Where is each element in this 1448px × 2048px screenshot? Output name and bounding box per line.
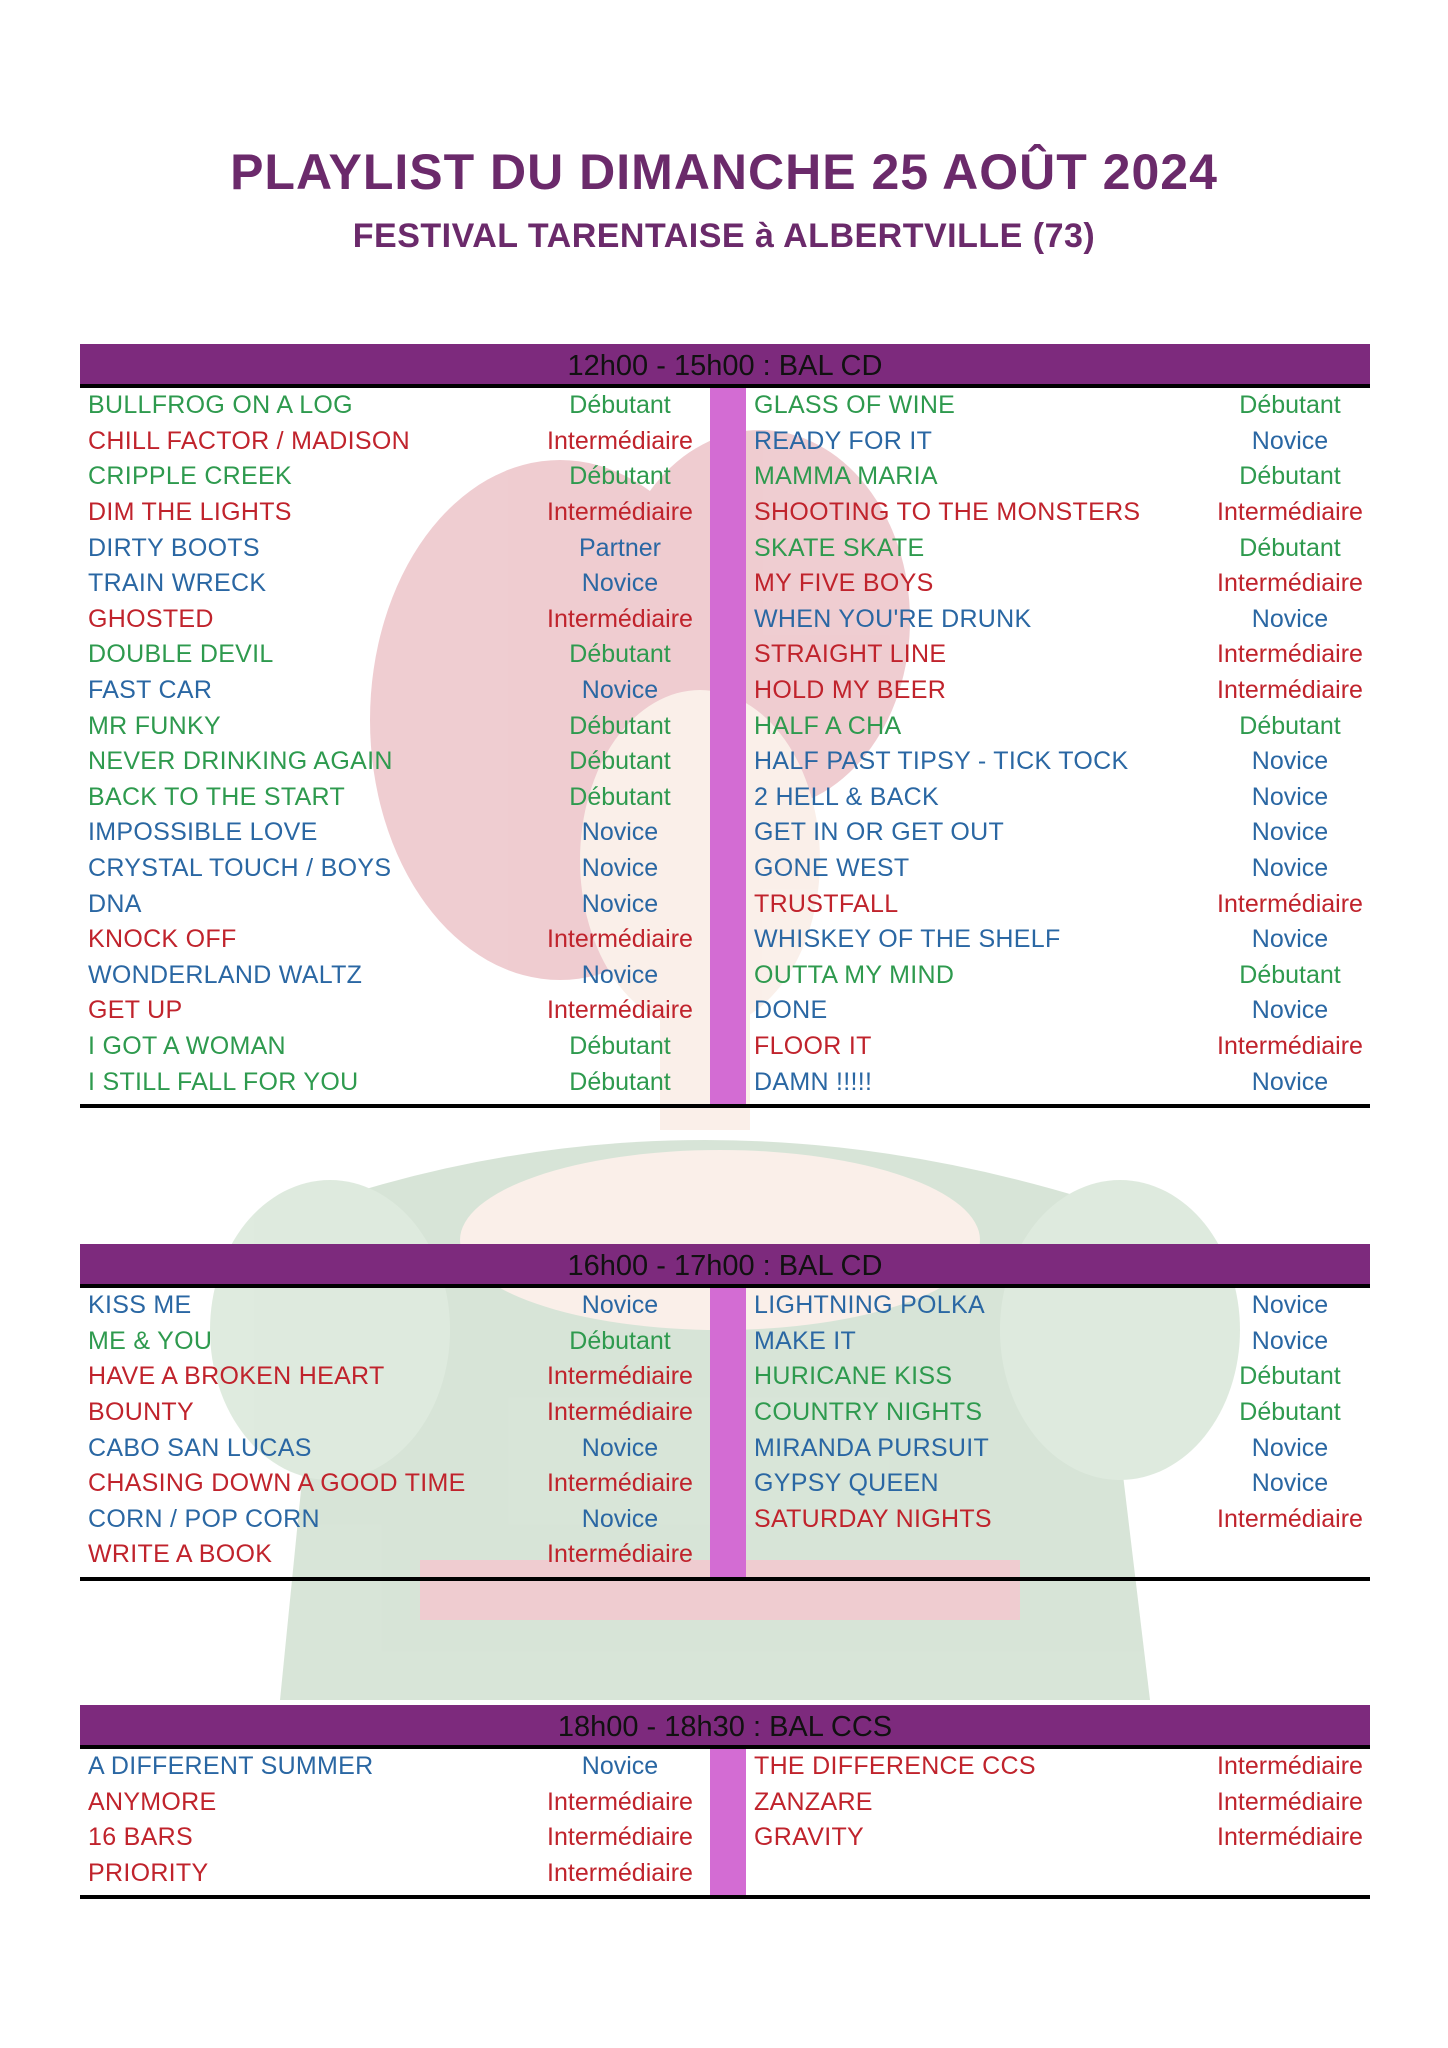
song-title: SHOOTING TO THE MONSTERS (754, 498, 1141, 527)
playlist-row (80, 530, 710, 566)
level-label: Débutant (569, 1326, 671, 1355)
song-title: ME & YOU (88, 1326, 213, 1355)
level-label: Intermédiaire (1217, 1752, 1363, 1781)
level-label: Intermédiaire (1217, 1031, 1363, 1060)
playlist-row (746, 886, 1370, 922)
song-title: THE DIFFERENCE CCS (754, 1752, 1036, 1781)
playlist-row (746, 459, 1370, 495)
song-title: LIGHTNING POLKA (754, 1291, 985, 1320)
playlist-row (746, 744, 1370, 780)
level-label: Novice (1251, 747, 1329, 776)
playlist-row (80, 673, 710, 709)
song-title: NEVER DRINKING AGAIN (88, 747, 393, 776)
level-label: Intermédiaire (1217, 889, 1363, 918)
playlist-row (80, 1856, 710, 1892)
level-label: Novice (581, 676, 659, 705)
song-title: WONDERLAND WALTZ (88, 960, 363, 989)
level-label: Débutant (569, 747, 671, 776)
level-label: Intermédiaire (547, 1540, 693, 1569)
level-label: Intermédiaire (547, 426, 693, 455)
song-title: KISS ME (88, 1291, 192, 1320)
level-label: Novice (1251, 426, 1329, 455)
level-label: Débutant (1239, 960, 1341, 989)
level-label: Intermédiaire (547, 1362, 693, 1391)
section-heading: 18h00 - 18h30 : BAL CCS (80, 1705, 1370, 1749)
playlist-row (80, 1502, 710, 1538)
song-title: HURICANE KISS (754, 1362, 953, 1391)
level-label: Novice (581, 818, 659, 847)
level-label: Intermédiaire (547, 1787, 693, 1816)
playlist-row (746, 495, 1370, 531)
song-title: DONE (754, 996, 828, 1025)
playlist-row (80, 1324, 710, 1360)
song-title: GRAVITY (754, 1823, 864, 1852)
song-title: HALF PAST TIPSY - TICK TOCK (754, 747, 1129, 776)
playlist-row (80, 637, 710, 673)
playlist-row (746, 1430, 1370, 1466)
playlist-row (80, 1395, 710, 1431)
playlist-row (80, 1359, 710, 1395)
playlist-row (746, 1359, 1370, 1395)
playlist-row (746, 1395, 1370, 1431)
playlist-row (80, 744, 710, 780)
song-title: MAKE IT (754, 1326, 857, 1355)
level-label: Débutant (569, 782, 671, 811)
section-afternoon (80, 1244, 1370, 1581)
song-title: PRIORITY (88, 1859, 209, 1888)
song-title: KNOCK OFF (88, 925, 237, 954)
song-title: CHASING DOWN A GOOD TIME (88, 1469, 466, 1498)
song-title: WHISKEY OF THE SHELF (754, 925, 1061, 954)
level-label: Partner (579, 533, 661, 562)
song-title: A DIFFERENT SUMMER (88, 1752, 374, 1781)
section-body (80, 1288, 1370, 1581)
level-label: Intermédiaire (547, 1398, 693, 1427)
section-body (80, 1749, 1370, 1899)
playlist-row (80, 566, 710, 602)
section-evening (80, 1705, 1370, 1899)
song-title: GONE WEST (754, 854, 910, 883)
level-label: Débutant (1239, 1362, 1341, 1391)
level-label: Intermédiaire (1217, 498, 1363, 527)
page-title: PLAYLIST DU DIMANCHE 25 AOÛT 2024 (230, 144, 1218, 200)
song-title: BULLFROG ON A LOG (88, 391, 353, 420)
level-label: Novice (1251, 996, 1329, 1025)
song-title: BOUNTY (88, 1398, 194, 1427)
playlist-row (746, 708, 1370, 744)
level-label: Novice (581, 960, 659, 989)
section-body (80, 388, 1370, 1108)
song-title: SATURDAY NIGHTS (754, 1504, 992, 1533)
song-title: MAMMA MARIA (754, 462, 938, 491)
playlist-row (80, 1537, 710, 1573)
right-column (746, 1288, 1370, 1577)
song-title: OUTTA MY MIND (754, 960, 955, 989)
song-title: HALF A CHA (754, 711, 902, 740)
playlist-row (80, 602, 710, 638)
playlist-row (746, 1288, 1370, 1324)
level-label: Intermédiaire (1217, 1787, 1363, 1816)
playlist-row (746, 424, 1370, 460)
column-divider (710, 388, 746, 1104)
playlist-row (746, 566, 1370, 602)
level-label: Novice (1251, 782, 1329, 811)
level-label: Novice (1251, 604, 1329, 633)
song-title: TRUSTFALL (754, 889, 899, 918)
song-title: FAST CAR (88, 676, 213, 705)
level-label: Novice (1251, 1433, 1329, 1462)
song-title: ZANZARE (754, 1787, 873, 1816)
playlist-row (80, 851, 710, 887)
playlist-row (746, 602, 1370, 638)
playlist-row (80, 993, 710, 1029)
song-title: MIRANDA PURSUIT (754, 1433, 990, 1462)
section-noon (80, 344, 1370, 1108)
song-title: COUNTRY NIGHTS (754, 1398, 983, 1427)
playlist-row (80, 1749, 710, 1785)
level-label: Intermédiaire (1217, 640, 1363, 669)
level-label: Débutant (1239, 391, 1341, 420)
song-title: READY FOR IT (754, 426, 933, 455)
left-column (80, 388, 710, 1104)
playlist-row (746, 815, 1370, 851)
song-title: DIM THE LIGHTS (88, 498, 292, 527)
song-title: CHILL FACTOR / MADISON (88, 426, 410, 455)
page-header (0, 140, 1448, 258)
playlist-row (80, 1064, 710, 1100)
level-label: Intermédiaire (1217, 1823, 1363, 1852)
level-label: Intermédiaire (547, 996, 693, 1025)
song-title: ANYMORE (88, 1787, 217, 1816)
song-title: CRYSTAL TOUCH / BOYS (88, 854, 392, 883)
playlist-row (80, 495, 710, 531)
song-title: CABO SAN LUCAS (88, 1433, 312, 1462)
playlist-row (746, 1502, 1370, 1538)
playlist-row (746, 993, 1370, 1029)
level-label: Intermédiaire (547, 1469, 693, 1498)
playlist-row (80, 1029, 710, 1065)
playlist-row (746, 1324, 1370, 1360)
song-title: I GOT A WOMAN (88, 1031, 286, 1060)
playlist-row (80, 708, 710, 744)
level-label: Débutant (569, 1031, 671, 1060)
level-label: Intermédiaire (547, 925, 693, 954)
playlist-row (80, 1820, 710, 1856)
song-title: GHOSTED (88, 604, 214, 633)
song-title: DOUBLE DEVIL (88, 640, 274, 669)
level-label: Débutant (569, 391, 671, 420)
level-label: Débutant (569, 1067, 671, 1096)
song-title: TRAIN WRECK (88, 569, 267, 598)
song-title: I STILL FALL FOR YOU (88, 1067, 359, 1096)
level-label: Intermédiaire (547, 1859, 693, 1888)
level-label: Débutant (569, 640, 671, 669)
song-title: DNA (88, 889, 142, 918)
level-label: Intermédiaire (1217, 569, 1363, 598)
level-label: Intermédiaire (547, 604, 693, 633)
playlist-row (746, 530, 1370, 566)
level-label: Débutant (569, 711, 671, 740)
playlist-row (746, 1820, 1370, 1856)
song-title: GET UP (88, 996, 183, 1025)
section-heading: 12h00 - 15h00 : BAL CD (80, 344, 1370, 388)
level-label: Intermédiaire (1217, 676, 1363, 705)
playlist-row (746, 388, 1370, 424)
level-label: Novice (581, 1504, 659, 1533)
playlist-row (80, 459, 710, 495)
song-title: GYPSY QUEEN (754, 1469, 939, 1498)
song-title: 16 BARS (88, 1823, 193, 1852)
song-title: HAVE A BROKEN HEART (88, 1362, 385, 1391)
playlist-row (746, 851, 1370, 887)
song-title: MY FIVE BOYS (754, 569, 934, 598)
left-column (80, 1749, 710, 1895)
song-title: CORN / POP CORN (88, 1504, 320, 1533)
section-heading: 16h00 - 17h00 : BAL CD (80, 1244, 1370, 1288)
left-column (80, 1288, 710, 1577)
playlist-row (80, 958, 710, 994)
song-title: SKATE SKATE (754, 533, 925, 562)
playlist-row (80, 1466, 710, 1502)
right-column (746, 1749, 1370, 1895)
level-label: Novice (1251, 818, 1329, 847)
playlist-row (80, 886, 710, 922)
playlist-row (746, 1785, 1370, 1821)
level-label: Novice (1251, 925, 1329, 954)
level-label: Débutant (1239, 711, 1341, 740)
song-title: 2 HELL & BACK (754, 782, 940, 811)
song-title: DIRTY BOOTS (88, 533, 260, 562)
column-divider (710, 1288, 746, 1577)
level-label: Débutant (569, 462, 671, 491)
level-label: Intermédiaire (547, 498, 693, 527)
song-title: FLOOR IT (754, 1031, 872, 1060)
right-column (746, 388, 1370, 1104)
level-label: Débutant (1239, 533, 1341, 562)
playlist-row (746, 673, 1370, 709)
playlist-row (746, 922, 1370, 958)
playlist-row (746, 1466, 1370, 1502)
level-label: Novice (581, 1752, 659, 1781)
column-divider (710, 1749, 746, 1895)
level-label: Novice (581, 1433, 659, 1462)
song-title: WRITE A BOOK (88, 1540, 273, 1569)
level-label: Novice (581, 889, 659, 918)
song-title: GET IN OR GET OUT (754, 818, 1005, 847)
playlist-row (80, 1288, 710, 1324)
playlist-row (80, 388, 710, 424)
playlist-row (80, 1430, 710, 1466)
playlist-row (80, 815, 710, 851)
level-label: Intermédiaire (1217, 1504, 1363, 1533)
song-title: CRIPPLE CREEK (88, 462, 292, 491)
song-title: GLASS OF WINE (754, 391, 956, 420)
level-label: Novice (1251, 1067, 1329, 1096)
song-title: MR FUNKY (88, 711, 221, 740)
level-label: Intermédiaire (547, 1823, 693, 1852)
playlist-row (746, 1064, 1370, 1100)
level-label: Novice (581, 569, 659, 598)
song-title: IMPOSSIBLE LOVE (88, 818, 318, 847)
page-subtitle: FESTIVAL TARENTAISE à ALBERTVILLE (73) (352, 217, 1096, 255)
level-label: Novice (1251, 854, 1329, 883)
playlist-row (746, 958, 1370, 994)
level-label: Novice (1251, 1291, 1329, 1320)
playlist-row (80, 922, 710, 958)
level-label: Novice (581, 854, 659, 883)
playlist-row (746, 780, 1370, 816)
level-label: Débutant (1239, 1398, 1341, 1427)
song-title: STRAIGHT LINE (754, 640, 947, 669)
level-label: Novice (581, 1291, 659, 1320)
playlist-row (80, 780, 710, 816)
song-title: DAMN !!!!! (754, 1067, 873, 1096)
song-title: WHEN YOU'RE DRUNK (754, 604, 1032, 633)
playlist-row (80, 1785, 710, 1821)
song-title: HOLD MY BEER (754, 676, 947, 705)
level-label: Débutant (1239, 462, 1341, 491)
playlist-row (746, 1749, 1370, 1785)
level-label: Novice (1251, 1326, 1329, 1355)
playlist-row (80, 424, 710, 460)
level-label: Novice (1251, 1469, 1329, 1498)
playlist-row (746, 637, 1370, 673)
playlist-row (746, 1029, 1370, 1065)
song-title: BACK TO THE START (88, 782, 346, 811)
